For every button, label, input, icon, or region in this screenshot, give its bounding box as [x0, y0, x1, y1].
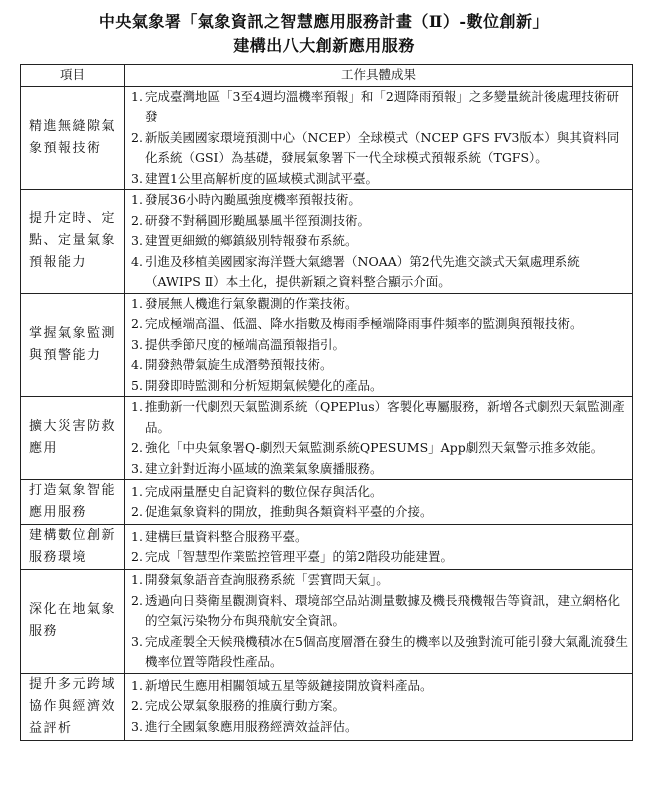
list-item [131, 169, 628, 190]
list-item [131, 231, 628, 252]
table-row [21, 525, 633, 570]
list-item-text: 發展無人機進行氣象觀測的作業技術。 [145, 295, 358, 311]
row-category: 深化在地氣象服務 [21, 570, 125, 674]
list-item-text: 開發即時監測和分析短期氣候變化的產品。 [145, 377, 383, 393]
row-results [125, 190, 633, 294]
list-item [131, 252, 628, 293]
row-results [125, 293, 633, 397]
table-body [21, 86, 633, 740]
list-item-text: 提供季節尺度的極端高溫預報指引。 [145, 336, 346, 352]
list-item-number: 3. [131, 170, 143, 186]
list-item-number: 1. [131, 483, 143, 499]
table-row [21, 570, 633, 674]
results-list [131, 87, 628, 190]
row-category: 精進無縫隙氣象預報技術 [21, 86, 125, 190]
list-item [131, 591, 628, 632]
results-list [131, 570, 628, 673]
list-item-number: 4. [131, 357, 143, 372]
list-item [131, 717, 628, 738]
list-item-number: 3. [131, 336, 143, 352]
row-results [125, 525, 633, 570]
row-results [125, 570, 633, 674]
row-category: 建構數位創新服務環境 [21, 525, 125, 570]
row-results [125, 673, 633, 740]
list-item-number: 2. [131, 440, 143, 455]
row-category: 提升定時、定點、定量氣象預報能力 [21, 190, 125, 294]
list-item [131, 87, 628, 128]
list-item-number: 3. [131, 633, 143, 649]
list-item [131, 211, 628, 232]
list-item [131, 570, 628, 591]
achievements-table [20, 64, 633, 741]
list-item-number: 2. [131, 592, 143, 608]
list-item-text: 完成兩量歷史自記資料的數位保存與活化。 [145, 483, 383, 499]
list-item-number: 4. [131, 253, 143, 269]
document-title: 中央氣象署「氣象資訊之智慧應用服務計畫（Ⅱ）-數位創新」 [98, 12, 550, 31]
list-item-text: 完成產製全天候飛機積冰在5個高度層潛在發生的機率以及強對流可能引發大氣亂流發生機率位置等階段性產品。 [145, 633, 628, 669]
list-item [131, 676, 628, 697]
list-item-number: 2. [131, 504, 143, 519]
list-item-text: 建置1公里高解析度的區域模式測試平臺。 [145, 170, 378, 186]
list-item [131, 632, 628, 673]
list-item-number: 1. [131, 295, 143, 311]
list-item-number: 2. [131, 316, 143, 331]
list-item [131, 355, 628, 376]
list-item-text: 透過向日葵衛星觀測資料、環境部空品站測量數據及機長飛機報告等資訊，建立網格化的空氣污染物分布與飛航安全資訊。 [145, 592, 621, 628]
list-item [131, 438, 628, 459]
list-item [131, 502, 628, 523]
list-item-number: 1. [131, 528, 143, 544]
row-category: 擴大災害防救應用 [21, 397, 125, 480]
list-item-number: 2. [131, 129, 143, 145]
list-item-text: 促進氣象資料的開放，推動與各類資料平臺的介接。 [145, 504, 433, 519]
list-item-text: 完成公眾氣象服務的推廣行動方案。 [145, 698, 346, 714]
list-item-number: 2. [131, 549, 143, 564]
list-item [131, 190, 628, 211]
document-subtitle: 建構出八大創新應用服務 [233, 36, 415, 55]
list-item-text: 進行全國氣象應用服務經濟效益評估。 [145, 718, 358, 734]
table-row [21, 397, 633, 480]
header-results: 工作具體成果 [125, 65, 633, 87]
list-item-number: 1. [131, 399, 143, 414]
list-item-number: 2. [131, 698, 143, 714]
header-item: 項目 [21, 65, 125, 87]
list-item-number: 1. [131, 677, 143, 693]
list-item-text: 完成極端高溫、低溫、降水指數及梅雨季極端降雨事件頻率的監測與預報技術。 [145, 316, 583, 331]
list-item-number: 3. [131, 233, 143, 248]
list-item [131, 314, 628, 335]
row-results [125, 397, 633, 480]
list-item [131, 482, 628, 503]
list-item-text: 建構巨量資料整合服務平臺。 [145, 528, 308, 544]
row-results [125, 86, 633, 190]
row-category: 掌握氣象監測與預警能力 [21, 293, 125, 397]
list-item-number: 2. [131, 212, 143, 228]
list-item [131, 527, 628, 548]
list-item-text: 建置更細緻的鄉鎮級別特報發布系統。 [145, 233, 358, 248]
list-item-text: 推動新一代劇烈天氣監測系統（QPEPlus）客製化專屬服務，新增各式劇烈天氣監測產品。 [145, 399, 625, 435]
list-item-text: 完成「智慧型作業監控管理平臺」的第2階段功能建置。 [145, 549, 453, 564]
list-item-number: 5. [131, 377, 143, 393]
list-item [131, 459, 628, 480]
list-item-text: 發展36小時內颱風強度機率預報技術。 [145, 192, 361, 207]
results-list [131, 190, 628, 293]
table-row [21, 86, 633, 190]
results-list [131, 294, 628, 397]
table-row [21, 293, 633, 397]
list-item [131, 335, 628, 356]
list-item-text: 強化「中央氣象署Q-劇烈天氣監測系統QPESUMS」App劇烈天氣警示推多效能。 [145, 440, 604, 455]
list-item-text: 開發熱帶氣旋生成潛勢預報技術。 [145, 357, 333, 372]
list-item-number: 3. [131, 718, 143, 734]
results-list [131, 482, 628, 523]
list-item-text: 研發不對稱圓形颱風暴風半徑預測技術。 [145, 212, 371, 228]
table-row [21, 673, 633, 740]
list-item [131, 547, 628, 568]
table-header-row [21, 65, 633, 87]
row-results [125, 480, 633, 525]
list-item-text: 完成臺灣地區「3至4週均溫機率預報」和「2週降雨預報」之多變量統計後處理技術研發 [145, 88, 619, 124]
table-row [21, 480, 633, 525]
list-item-text: 引進及移植美國國家海洋暨大氣總署（NOAA）第2代先進交談式天氣處理系統（AWIPS Ⅱ）本土化，提供新穎之資料整合顯示介面。 [145, 253, 580, 289]
list-item [131, 376, 628, 397]
row-category: 提升多元跨域協作與經濟效益評析 [21, 673, 125, 740]
list-item-text: 新增民生應用相關領域五星等級鏈接開放資料產品。 [145, 677, 433, 693]
results-list [131, 527, 628, 568]
list-item [131, 696, 628, 717]
results-list [131, 676, 628, 738]
table-row [21, 190, 633, 294]
results-list [131, 397, 628, 479]
list-item-number: 1. [131, 572, 143, 587]
list-item [131, 397, 628, 438]
list-item-number: 1. [131, 192, 143, 207]
list-item [131, 128, 628, 169]
list-item-text: 開發氣象語音查詢服務系統「雲寶問天氣」。 [145, 572, 389, 587]
list-item-text: 新版美國國家環境預測中心（NCEP）全球模式（NCEP GFS FV3版本）與其資料同化系統（GSI）為基礎，發展氣象署下一代全球模式預報系統（TGFS）。 [145, 129, 620, 165]
list-item-text: 建立針對近海小區域的漁業氣象廣播服務。 [145, 460, 383, 476]
row-category: 打造氣象智能應用服務 [21, 480, 125, 525]
list-item-number: 3. [131, 460, 143, 476]
list-item-number: 1. [131, 88, 143, 104]
list-item [131, 294, 628, 315]
